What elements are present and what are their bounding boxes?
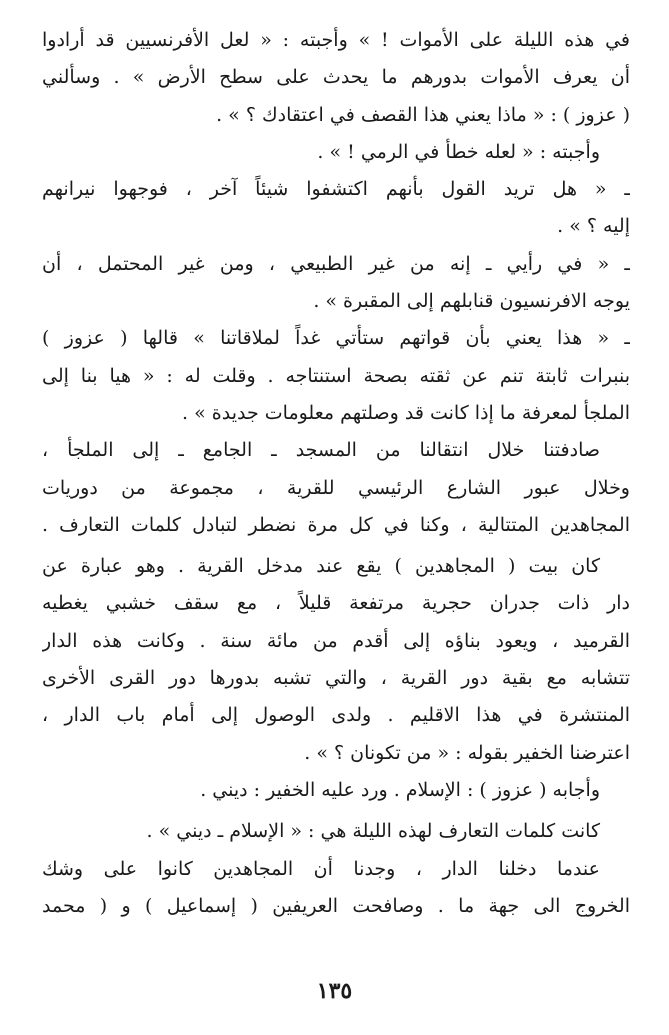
text-line: وأجبته : « لعله خطأ في الرمي ! » . <box>317 140 600 163</box>
text-line: ـ « هذا يعني بأن قواتهم ستأتي غداً لملاقاتنا » قالها ( عزوز ) <box>42 327 630 350</box>
text-line: صادفتنا خلال انتقالنا من المسجد ـ الجامع ـ إلى الملجأ ، <box>42 439 600 462</box>
text-line: بنبرات ثابتة تنم عن ثقته بصحة استنتاجه . وقلت له : « هيا بنا إلى <box>42 364 630 387</box>
text-line: دار ذات جدران حجرية مرتفعة قليلاً ، مع سقف خشبي يغطيه <box>42 592 630 615</box>
text-line: الخروج الى جهة ما . وصافحت العريفين ( إسماعيل ) و ( محمد <box>42 894 630 917</box>
text-line: عندما دخلنا الدار ، وجدنا أن المجاهدين كانوا على وشك <box>42 857 600 880</box>
text-line: الملجأ لمعرفة ما إذا كانت قد وصلتهم معلومات جديدة » . <box>182 401 630 424</box>
text-line: إليه ؟ » . <box>557 215 630 238</box>
text-line: ـ « هل تريد القول بأنهم اكتشفوا شيئاً آخر ، فوجهوا نيرانهم <box>42 178 630 201</box>
text-line: كانت كلمات التعارف لهذه الليلة هي : « الإسلام ـ ديني » . <box>146 820 600 843</box>
text-line: ( عزوز ) : « ماذا يعني هذا القصف في اعتقادك ؟ » . <box>216 103 630 126</box>
text-line: وخلال عبور الشارع الرئيسي للقرية ، مجموعة من دوريات <box>42 476 630 499</box>
text-line: يوجه الافرنسيون قنابلهم إلى المقبرة » . <box>313 290 630 313</box>
text-line: وأجابه ( عزوز ) : الإسلام . ورد عليه الخفير : ديني . <box>200 778 600 801</box>
text-line: ـ « في رأيي ـ إنه من غير الطبيعي ، ومن غير المحتمل ، أن <box>42 252 630 275</box>
text-line: المجاهدين المتتالية ، وكنا في كل مرة نضطر لتبادل كلمات التعارف . <box>42 513 630 536</box>
text-line: القرميد ، ويعود بناؤه إلى أقدم من مائة سنة . وكانت هذه الدار <box>42 629 630 652</box>
text-line: في هذه الليلة على الأموات ! » وأجبته : « لعل الأفرنسيين قد أرادوا <box>42 29 630 51</box>
text-line: اعترضنا الخفير بقوله : « من تكونان ؟ » . <box>304 741 630 764</box>
text-line: تتشابه مع بقية دور القرية ، والتي تشبه بدورها دور القرى الأخرى <box>42 667 630 690</box>
body-text <box>42 22 630 925</box>
text-line: المنتشرة في هذا الاقليم . ولدى الوصول إلى أمام باب الدار ، <box>42 704 630 727</box>
text-line: أن يعرف الأموات بدورهم ما يحدث على سطح الأرض » . وسألني <box>42 66 630 89</box>
page-number: ١٣٥ <box>316 978 353 1004</box>
text-line: كان بيت ( المجاهدين ) يقع عند مدخل القرية . وهو عبارة عن <box>42 555 600 578</box>
